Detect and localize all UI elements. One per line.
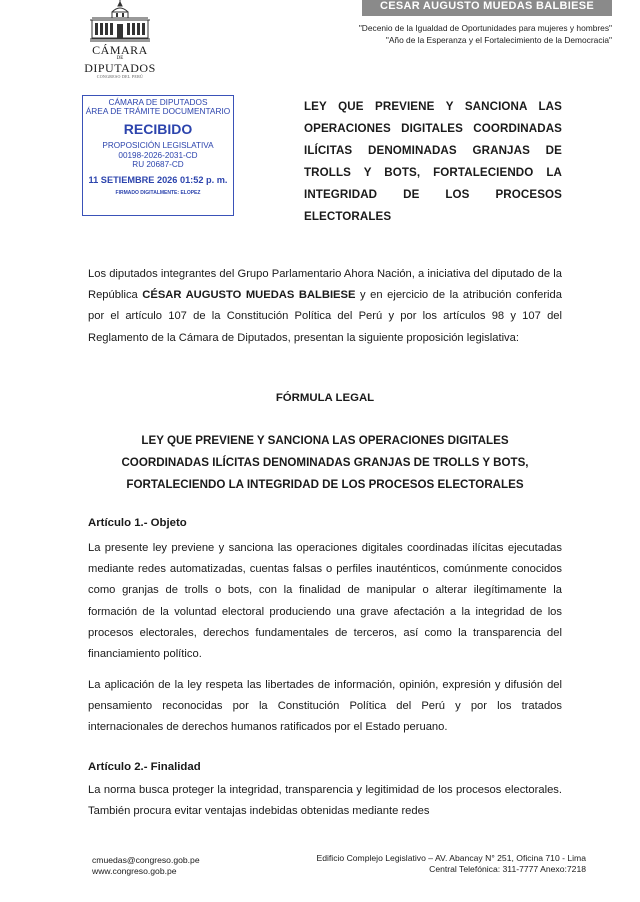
stamp-chamber: CÁMARA DE DIPUTADOS	[108, 97, 208, 107]
congressman-banner: CESAR AUGUSTO MUEDAS BALBIESE	[362, 0, 612, 16]
footer-address-block	[300, 853, 586, 875]
footer-address: Edificio Complejo Legislativo – AV. Abancay N° 251, Oficina 710 - Lima	[316, 853, 586, 863]
footer-phone: Central Telefónica: 311-7777 Anexo:7218	[429, 864, 586, 874]
law-title-line: LEY QUE PREVIENE Y SANCIONA LAS OPERACIONES DIGITALES	[141, 434, 509, 447]
congressman-name: CÉSAR AUGUSTO MUEDAS BALBIESE	[142, 289, 356, 302]
article-1-heading: Artículo 1.- Objeto	[88, 517, 187, 529]
reception-stamp	[82, 95, 234, 216]
footer-email[interactable]: cmuedas@congreso.gob.pe	[92, 855, 200, 865]
article-1-paragraph-1: La presente ley previene y sanciona las operaciones digitales coordinadas ilícitas ejecutadas mediante redes automatizadas, cuentas falsas o perfiles inauténticos, comúnmente conocidos como granjas de trolls o bots, con la finalidad de manipular o alterar ilegítimamente la formación de la voluntad electoral produciendo una grave afectación a la integridad de los procesos electorales, derechos fundamentales de terceros, así como la transparencia del financiamiento político.	[88, 542, 562, 661]
law-title-centered	[88, 430, 562, 496]
stamp-status: RECIBIDO	[123, 121, 193, 137]
stamp-datetime: 11 SETIEMBRE 2026 01:52 p. m.	[88, 174, 228, 185]
footer-contact	[92, 855, 200, 877]
chamber-logo	[80, 0, 160, 80]
stamp-type: PROPOSICIÓN LEGISLATIVA	[102, 141, 214, 150]
stamp-ru: RU 20687-CD	[132, 160, 184, 169]
article-2-paragraph-1: La norma busca proteger la integridad, transparencia y legitimidad de los procesos electorales. También procura evitar ventajas indebidas obtenidas mediante redes	[88, 784, 562, 818]
stamp-signature: FIRMADO DIGITALMENTE: ELOPEZ	[115, 189, 201, 196]
intro-text-a: Los diputados integrantes del Grupo Parlamentario Ahora Nación, a iniciativa del diputado de la República	[88, 268, 562, 302]
logo-line-de: DE	[116, 56, 124, 61]
decenio-text: "Decenio de la Igualdad de Oportunidades para mujeres y hombres"	[358, 23, 612, 33]
law-title-line: COORDINADAS ILÍCITAS DENOMINADAS GRANJAS DE TROLLS Y BOTS,	[121, 456, 529, 469]
footer-website[interactable]: www.congreso.gob.pe	[92, 866, 177, 876]
formula-legal-heading: FÓRMULA LEGAL	[275, 392, 375, 404]
official-year-names	[300, 22, 612, 46]
congress-building-icon	[88, 0, 152, 42]
article-2-heading: Artículo 2.- Finalidad	[88, 761, 201, 773]
intro-text-b: y en ejercicio de la atribución conferida por el artículo 107 de la Constitución Política del Perú y por los artículos 98 y 107 del Reglamento de la Cámara de Diputados, presentan la siguiente proposición legislativa:	[88, 289, 562, 344]
logo-line-diputados: DIPUTADOS	[84, 61, 156, 75]
stamp-number: 00198-2026-2031-CD	[118, 150, 198, 160]
law-title-header: LEY QUE PREVIENE Y SANCIONA LAS OPERACIONES DIGITALES COORDINADAS ILÍCITAS DENOMINADAS GRANJAS DE TROLLS Y BOTS, FORTALECIENDO LA INTEGRIDAD DE LOS PROCESOS ELECTORALES	[304, 100, 562, 223]
stamp-area: ÁREA DE TRÁMITE DOCUMENTARIO	[85, 106, 231, 116]
intro-paragraph	[88, 264, 562, 349]
logo-line-congreso: CONGRESO DEL PERÚ	[96, 74, 144, 79]
law-title-line: FORTALECIENDO LA INTEGRIDAD DE LOS PROCESOS ELECTORALES	[126, 478, 524, 491]
article-1-paragraph-2: La aplicación de la ley respeta las libertades de información, opinión, expresión y difusión del pensamiento reconocidas por la Constitución Política del Perú y por los tratados internacionales de derechos humanos ratificados por el Estado peruano.	[88, 679, 562, 734]
anio-text: "Año de la Esperanza y el Fortalecimiento de la Democracia"	[385, 35, 612, 45]
logo-line-camara: CÁMARA	[92, 43, 148, 57]
